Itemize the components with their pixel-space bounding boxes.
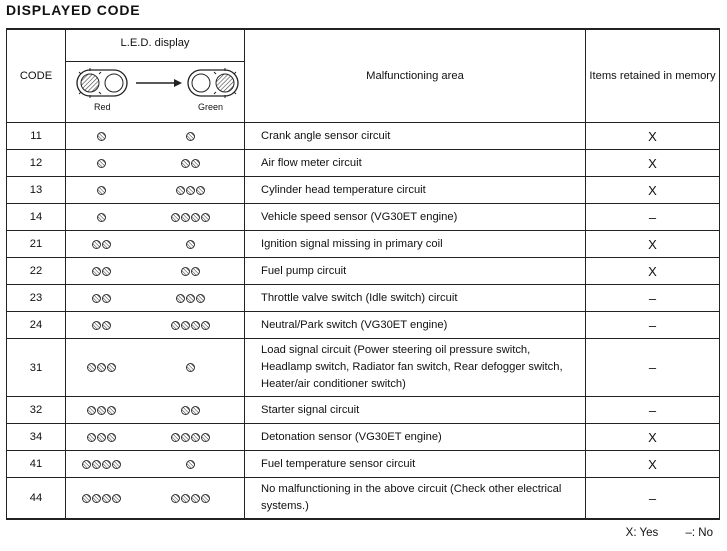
flash-dot-icon bbox=[171, 321, 180, 330]
area-cell: Fuel temperature sensor circuit bbox=[245, 451, 586, 478]
flash-dot-icon bbox=[97, 213, 106, 222]
flash-dot-icon bbox=[112, 460, 121, 469]
flash-dot-icon bbox=[171, 494, 180, 503]
memory-cell: – bbox=[586, 204, 720, 231]
flash-dot-icon bbox=[97, 406, 106, 415]
flash-dot-icon bbox=[186, 294, 195, 303]
table-row bbox=[7, 312, 720, 339]
flash-dot-icon bbox=[191, 406, 200, 415]
green-flash-cell bbox=[136, 258, 245, 285]
flash-dot-icon bbox=[176, 294, 185, 303]
memory-cell: – bbox=[586, 478, 720, 520]
green-flash-dots bbox=[186, 363, 195, 372]
red-flash-dots bbox=[92, 321, 111, 330]
table-row bbox=[7, 424, 720, 451]
code-cell: 41 bbox=[7, 451, 66, 478]
flash-dot-icon bbox=[186, 132, 195, 141]
flash-dot-icon bbox=[92, 240, 101, 249]
flash-dot-icon bbox=[186, 240, 195, 249]
memory-cell: X bbox=[586, 424, 720, 451]
red-flash-dots bbox=[92, 294, 111, 303]
flash-dot-icon bbox=[92, 460, 101, 469]
green-flash-cell bbox=[136, 312, 245, 339]
green-flash-dots bbox=[181, 159, 200, 168]
flash-dot-icon bbox=[102, 240, 111, 249]
code-cell: 14 bbox=[7, 204, 66, 231]
flash-dot-icon bbox=[87, 363, 96, 372]
flash-dot-icon bbox=[97, 132, 106, 141]
table-row bbox=[7, 451, 720, 478]
green-flash-dots bbox=[186, 460, 195, 469]
green-flash-cell bbox=[136, 285, 245, 312]
code-cell: 34 bbox=[7, 424, 66, 451]
green-flash-dots bbox=[171, 494, 210, 503]
red-flash-dots bbox=[92, 267, 111, 276]
page-title: DISPLAYED CODE bbox=[6, 2, 141, 18]
code-cell: 23 bbox=[7, 285, 66, 312]
flash-dot-icon bbox=[181, 433, 190, 442]
flash-dot-icon bbox=[97, 363, 106, 372]
area-cell: Fuel pump circuit bbox=[245, 258, 586, 285]
flash-dot-icon bbox=[102, 321, 111, 330]
red-led-icon bbox=[77, 68, 127, 98]
flash-dot-icon bbox=[181, 321, 190, 330]
green-flash-cell bbox=[136, 123, 245, 150]
red-flash-cell bbox=[66, 339, 137, 397]
flash-dot-icon bbox=[186, 186, 195, 195]
code-header: CODE bbox=[7, 29, 66, 123]
area-header: Malfunctioning area bbox=[245, 29, 586, 123]
code-cell: 12 bbox=[7, 150, 66, 177]
memory-cell: X bbox=[586, 231, 720, 258]
flash-dot-icon bbox=[186, 363, 195, 372]
arrow-icon bbox=[136, 79, 182, 87]
code-cell: 22 bbox=[7, 258, 66, 285]
green-flash-cell bbox=[136, 397, 245, 424]
flash-dot-icon bbox=[97, 186, 106, 195]
flash-dot-icon bbox=[102, 460, 111, 469]
green-flash-cell bbox=[136, 451, 245, 478]
green-flash-cell bbox=[136, 204, 245, 231]
table-row bbox=[7, 285, 720, 312]
flash-dot-icon bbox=[201, 213, 210, 222]
flash-dot-icon bbox=[191, 267, 200, 276]
flash-dot-icon bbox=[191, 494, 200, 503]
green-label: Green bbox=[198, 102, 224, 112]
area-cell: Load signal circuit (Power steering oil pressure switch, Headlamp switch, Radiator fan switch, Rear defogger switch, Heater/air conditioner switch) bbox=[245, 339, 586, 397]
red-flash-cell bbox=[66, 231, 137, 258]
flash-dot-icon bbox=[102, 267, 111, 276]
flash-dot-icon bbox=[181, 159, 190, 168]
memory-cell: – bbox=[586, 312, 720, 339]
area-cell: Crank angle sensor circuit bbox=[245, 123, 586, 150]
red-flash-cell bbox=[66, 150, 137, 177]
red-flash-cell bbox=[66, 258, 137, 285]
table-row bbox=[7, 123, 720, 150]
area-cell: Neutral/Park switch (VG30ET engine) bbox=[245, 312, 586, 339]
red-flash-cell bbox=[66, 424, 137, 451]
flash-dot-icon bbox=[102, 294, 111, 303]
flash-dot-icon bbox=[191, 159, 200, 168]
table-row bbox=[7, 258, 720, 285]
table-row bbox=[7, 339, 720, 397]
flash-dot-icon bbox=[97, 159, 106, 168]
flash-dot-icon bbox=[107, 363, 116, 372]
code-cell: 11 bbox=[7, 123, 66, 150]
green-flash-dots bbox=[181, 406, 200, 415]
flash-dot-icon bbox=[191, 321, 200, 330]
red-flash-cell bbox=[66, 312, 137, 339]
led-figure bbox=[66, 62, 245, 123]
red-flash-dots bbox=[97, 132, 106, 141]
table-row bbox=[7, 204, 720, 231]
red-flash-cell bbox=[66, 451, 137, 478]
memory-cell: X bbox=[586, 150, 720, 177]
flash-dot-icon bbox=[107, 406, 116, 415]
red-flash-dots bbox=[97, 159, 106, 168]
green-flash-dots bbox=[171, 213, 210, 222]
memory-cell: – bbox=[586, 397, 720, 424]
red-flash-dots bbox=[92, 240, 111, 249]
flash-dot-icon bbox=[196, 186, 205, 195]
memory-cell: X bbox=[586, 451, 720, 478]
flash-dot-icon bbox=[191, 213, 200, 222]
green-flash-dots bbox=[176, 186, 205, 195]
code-cell: 31 bbox=[7, 339, 66, 397]
area-cell: Starter signal circuit bbox=[245, 397, 586, 424]
legend-yes: X: Yes bbox=[625, 527, 659, 539]
green-flash-dots bbox=[186, 132, 195, 141]
flash-dot-icon bbox=[92, 267, 101, 276]
green-flash-dots bbox=[176, 294, 205, 303]
displayed-code-table bbox=[6, 28, 720, 520]
code-cell: 13 bbox=[7, 177, 66, 204]
green-flash-cell bbox=[136, 339, 245, 397]
area-cell: Cylinder head temperature circuit bbox=[245, 177, 586, 204]
green-flash-cell bbox=[136, 177, 245, 204]
memory-cell: – bbox=[586, 285, 720, 312]
memory-cell: – bbox=[586, 339, 720, 397]
area-cell: Throttle valve switch (Idle switch) circuit bbox=[245, 285, 586, 312]
green-flash-cell bbox=[136, 424, 245, 451]
table-row bbox=[7, 231, 720, 258]
red-flash-dots bbox=[97, 213, 106, 222]
flash-dot-icon bbox=[82, 460, 91, 469]
area-cell: Air flow meter circuit bbox=[245, 150, 586, 177]
flash-dot-icon bbox=[171, 213, 180, 222]
area-cell: Detonation sensor (VG30ET engine) bbox=[245, 424, 586, 451]
code-cell: 21 bbox=[7, 231, 66, 258]
red-flash-cell bbox=[66, 285, 137, 312]
red-flash-cell bbox=[66, 204, 137, 231]
area-cell: No malfunctioning in the above circuit (Check other electrical systems.) bbox=[245, 478, 586, 520]
flash-dot-icon bbox=[201, 321, 210, 330]
flash-dot-icon bbox=[87, 433, 96, 442]
green-flash-cell bbox=[136, 231, 245, 258]
area-cell: Vehicle speed sensor (VG30ET engine) bbox=[245, 204, 586, 231]
flash-dot-icon bbox=[201, 433, 210, 442]
flash-dot-icon bbox=[181, 267, 190, 276]
red-flash-dots bbox=[87, 406, 116, 415]
memory-cell: X bbox=[586, 258, 720, 285]
green-flash-dots bbox=[181, 267, 200, 276]
red-flash-dots bbox=[82, 494, 121, 503]
flash-dot-icon bbox=[176, 186, 185, 195]
code-cell: 32 bbox=[7, 397, 66, 424]
table-row bbox=[7, 177, 720, 204]
red-label: Red bbox=[94, 102, 111, 112]
flash-dot-icon bbox=[92, 321, 101, 330]
flash-dot-icon bbox=[191, 433, 200, 442]
memory-cell: X bbox=[586, 123, 720, 150]
red-flash-cell bbox=[66, 177, 137, 204]
flash-dot-icon bbox=[112, 494, 121, 503]
memory-cell: X bbox=[586, 177, 720, 204]
code-cell: 24 bbox=[7, 312, 66, 339]
green-flash-dots bbox=[186, 240, 195, 249]
green-flash-dots bbox=[171, 321, 210, 330]
red-flash-cell bbox=[66, 397, 137, 424]
flash-dot-icon bbox=[171, 433, 180, 442]
flash-dot-icon bbox=[82, 494, 91, 503]
red-flash-dots bbox=[97, 186, 106, 195]
flash-dot-icon bbox=[201, 494, 210, 503]
red-flash-cell bbox=[66, 478, 137, 520]
flash-dot-icon bbox=[87, 406, 96, 415]
area-cell: Ignition signal missing in primary coil bbox=[245, 231, 586, 258]
red-flash-cell bbox=[66, 123, 137, 150]
green-flash-cell bbox=[136, 150, 245, 177]
table-row bbox=[7, 150, 720, 177]
flash-dot-icon bbox=[92, 494, 101, 503]
flash-dot-icon bbox=[196, 294, 205, 303]
red-flash-dots bbox=[87, 363, 116, 372]
led-display-header: L.E.D. display bbox=[66, 29, 245, 62]
code-cell: 44 bbox=[7, 478, 66, 520]
flash-dot-icon bbox=[92, 294, 101, 303]
legend bbox=[602, 527, 713, 539]
flash-dot-icon bbox=[181, 213, 190, 222]
table-row bbox=[7, 397, 720, 424]
table-row bbox=[7, 478, 720, 520]
flash-dot-icon bbox=[107, 433, 116, 442]
green-flash-cell bbox=[136, 478, 245, 520]
green-flash-dots bbox=[171, 433, 210, 442]
green-led-icon bbox=[188, 68, 238, 98]
flash-dot-icon bbox=[186, 460, 195, 469]
flash-dot-icon bbox=[102, 494, 111, 503]
red-flash-dots bbox=[87, 433, 116, 442]
legend-no: –: No bbox=[685, 527, 713, 539]
flash-dot-icon bbox=[181, 406, 190, 415]
memory-header: Items retained in memory bbox=[586, 29, 720, 123]
red-flash-dots bbox=[82, 460, 121, 469]
flash-dot-icon bbox=[181, 494, 190, 503]
flash-dot-icon bbox=[97, 433, 106, 442]
